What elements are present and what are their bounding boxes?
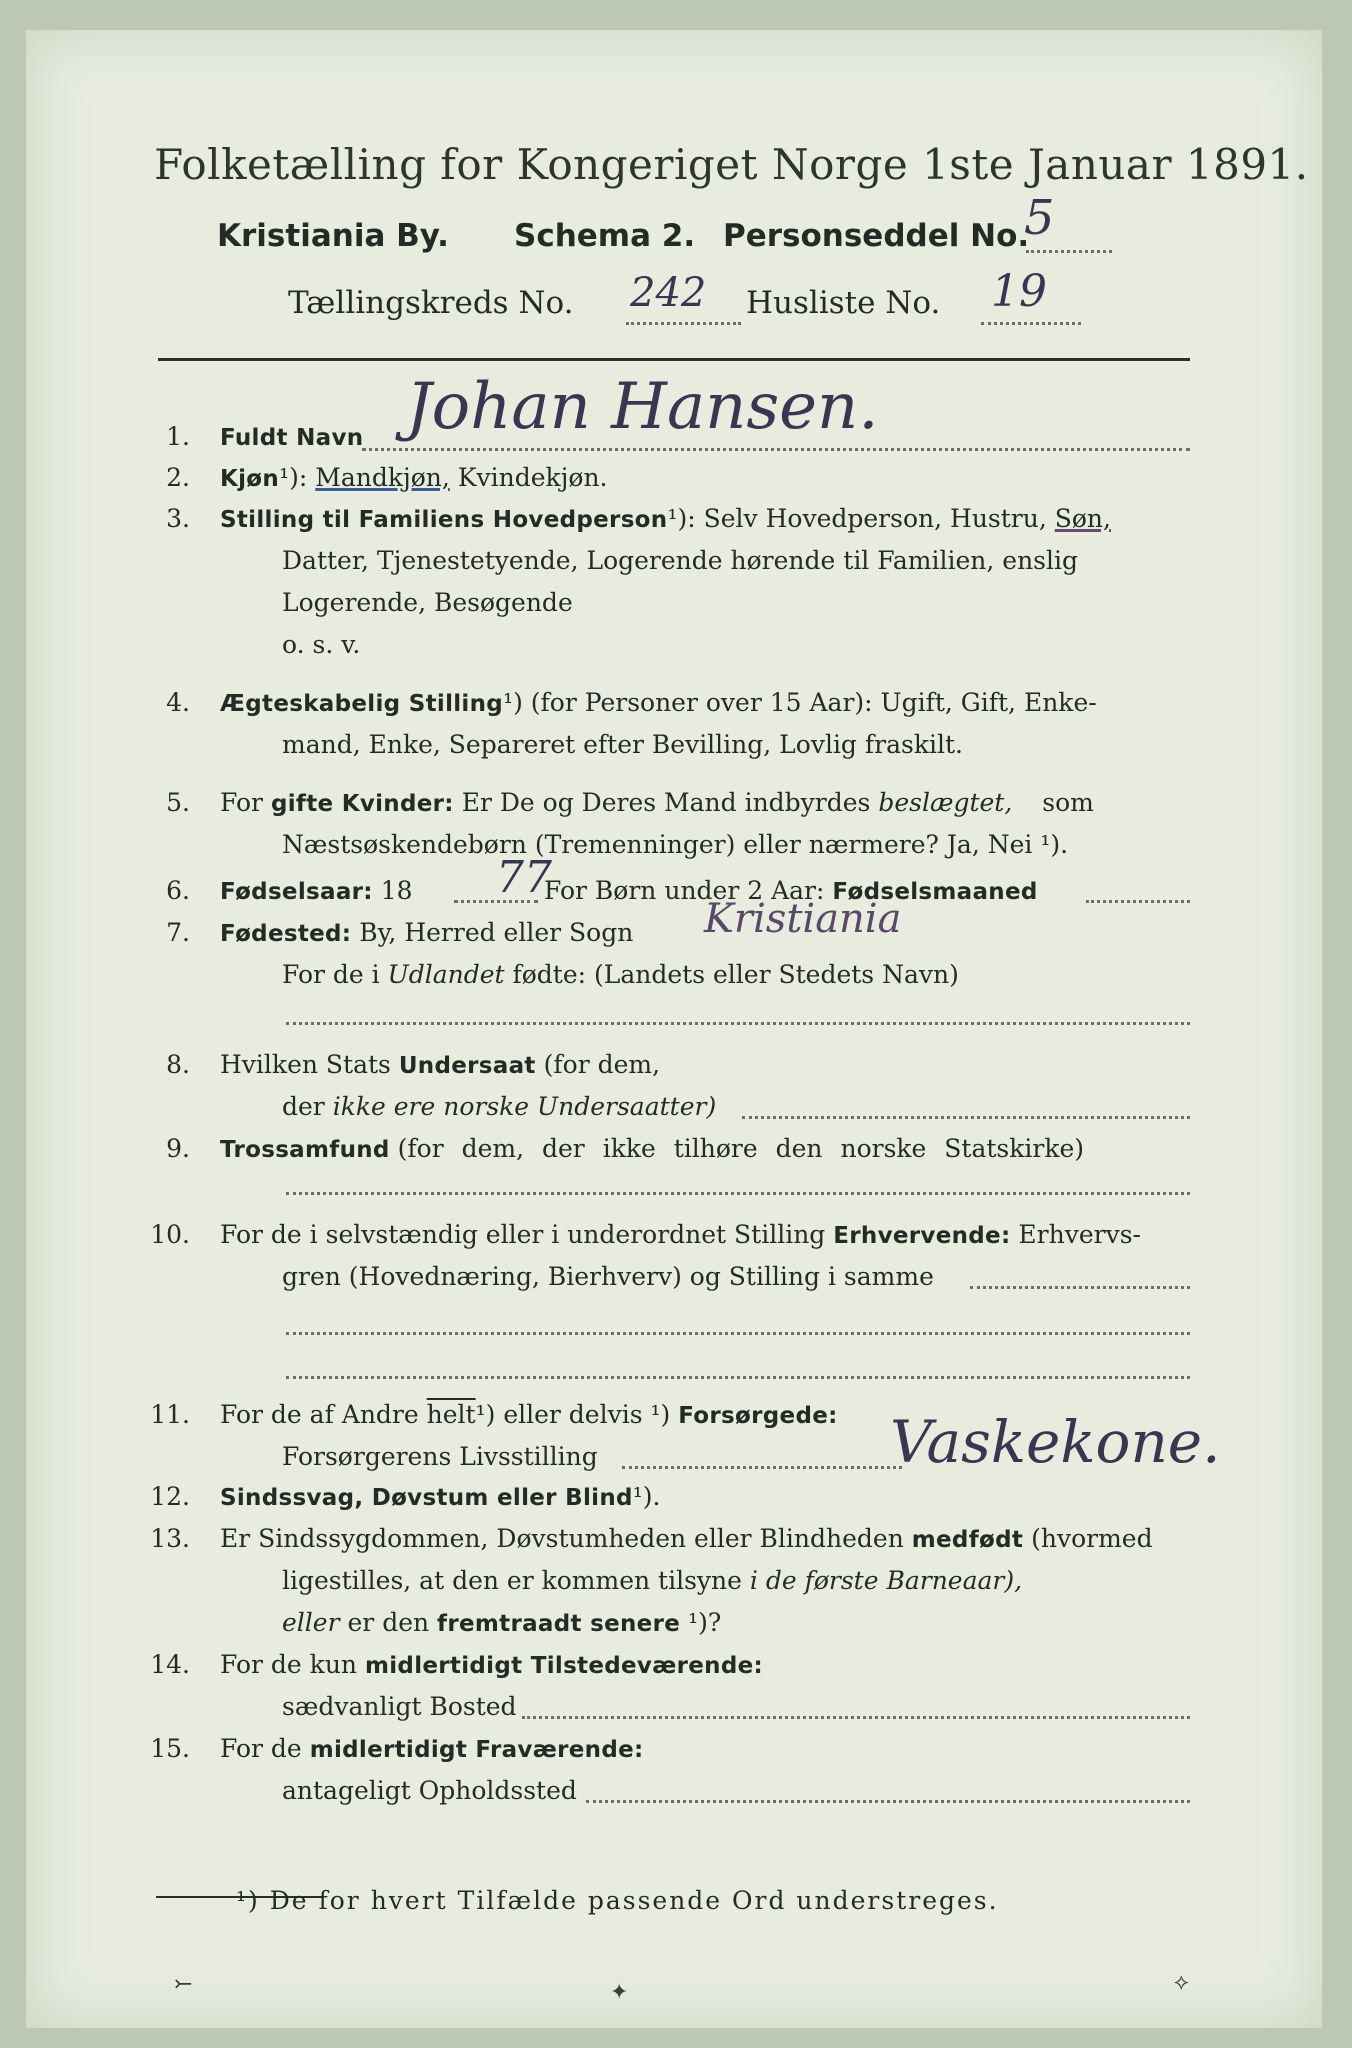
item-9-dotline xyxy=(286,1192,1190,1195)
husliste-dotline xyxy=(981,322,1081,325)
item-7-line-2: For de i Udlandet fødte: (Landets eller Stedets Navn) xyxy=(282,960,959,989)
item-1-answer-fullname: Johan Hansen. xyxy=(406,370,879,444)
husliste-number: 19 xyxy=(991,266,1047,317)
item-5-line-2: Næstsøskendebørn (Tremenninger) eller nærmere? Ja, Nei ¹). xyxy=(282,830,1069,859)
ink-mark-right: ⟡ xyxy=(1174,1970,1189,1995)
item-10-number: 10. xyxy=(150,1220,190,1249)
item-11-line-2: Forsørgerens Livsstilling xyxy=(282,1442,598,1471)
item-15-line-2: antageligt Opholdssted xyxy=(282,1776,577,1805)
taellingskreds-number: 242 xyxy=(630,270,707,316)
item-7-line-1: Fødested: By, Herred eller Sogn xyxy=(220,918,634,947)
item-3-selected: Søn, xyxy=(1054,504,1111,533)
item-11-dotline xyxy=(622,1466,902,1469)
ink-mark-center: ✦ xyxy=(610,1980,629,2005)
item-4-line-2: mand, Enke, Separeret efter Bevilling, Lovlig fraskilt. xyxy=(282,730,963,759)
census-form-sheet xyxy=(26,30,1322,2028)
personseddel-label: Personseddel No. xyxy=(723,218,1030,254)
item-11-number: 11. xyxy=(150,1400,190,1429)
item-14-number: 14. xyxy=(150,1650,190,1679)
item-13-number: 13. xyxy=(150,1524,190,1553)
header-rule xyxy=(158,358,1190,361)
taellingskreds-label: Tællingskreds No. xyxy=(288,285,574,321)
item-6-answer-year: 77 xyxy=(496,852,552,903)
item-7-number: 7. xyxy=(166,918,190,947)
item-14-dotline xyxy=(522,1716,1190,1719)
item-10-dotline-2 xyxy=(286,1332,1190,1335)
item-2-text: Kjøn¹): Mandkjøn, Kvindekjøn. xyxy=(220,463,608,492)
item-3-line-4: o. s. v. xyxy=(282,630,361,659)
item-13-line-3: eller er den fremtraadt senere ¹)? xyxy=(282,1608,722,1637)
item-10-line-1: For de i selvstændig eller i underordnet Stilling Erhvervende: Erhvervs- xyxy=(220,1220,1141,1249)
form-title: Folketælling for Kongeriget Norge 1ste Januar 1891. xyxy=(154,140,1309,189)
item-10-dotline-3 xyxy=(286,1376,1190,1379)
item-9-line-1: Trossamfund (for dem, der ikke tilhøre den norske Statskirke) xyxy=(220,1134,1085,1163)
taellingskreds-dotline xyxy=(626,322,741,325)
item-1-label: Fuldt Navn xyxy=(220,425,364,451)
item-13-line-1: Er Sindssygdommen, Døvstumheden eller Blindheden medfødt (hvormed xyxy=(220,1524,1153,1553)
personseddel-number: 5 xyxy=(1024,190,1055,246)
schema-label: Schema 2. xyxy=(514,218,696,254)
item-15-line-1: For de midlertidigt Fraværende: xyxy=(220,1734,644,1763)
item-3-line-2: Datter, Tjenestetyende, Logerende hørende til Familien, enslig xyxy=(282,546,1079,575)
item-11-answer-livsstilling: Vaskekone. xyxy=(890,1408,1221,1476)
item-11-line-1: For de af Andre helt¹) eller delvis ¹) Forsørgede: xyxy=(220,1400,838,1429)
item-7-dotline xyxy=(286,1022,1190,1025)
item-3-line-3: Logerende, Besøgende xyxy=(282,588,573,617)
item-6-month-dotline xyxy=(1086,900,1190,903)
item-2-number: 2. xyxy=(166,463,190,492)
item-3-line-1: Stilling til Familiens Hovedperson¹): Selv Hovedperson, Hustru, Søn, xyxy=(220,504,1111,533)
item-6-text: For Børn under 2 Aar: Fødselsmaaned xyxy=(544,876,1038,905)
item-8-number: 8. xyxy=(166,1050,190,1079)
item-12-text: Sindssvag, Døvstum eller Blind¹). xyxy=(220,1482,661,1511)
item-4-line-1: Ægteskabelig Stilling¹) (for Personer over 15 Aar): Ugift, Gift, Enke- xyxy=(220,688,1097,717)
husliste-label: Husliste No. xyxy=(746,285,941,321)
item-6-number: 6. xyxy=(166,876,190,905)
personseddel-dotline xyxy=(1026,250,1112,253)
item-8-line-2: der ikke ere norske Undersaatter) xyxy=(282,1092,717,1121)
item-6-label: Fødselsaar: 18 xyxy=(220,876,413,905)
item-15-dotline xyxy=(586,1800,1190,1803)
item-15-number: 15. xyxy=(150,1734,190,1763)
item-5-line-1: For gifte Kvinder: Er De og Deres Mand indbyrdes beslægtet, som xyxy=(220,788,1094,817)
item-8-line-1: Hvilken Stats Undersaat (for dem, xyxy=(220,1050,661,1079)
item-14-line-2: sædvanligt Bosted xyxy=(282,1692,517,1721)
item-1-dotline xyxy=(362,448,1190,451)
item-7-answer-birthplace: Kristiania xyxy=(704,896,902,942)
item-10-line-2: gren (Hovednæring, Bierhverv) og Stilling i samme xyxy=(282,1262,934,1291)
item-12-number: 12. xyxy=(150,1482,190,1511)
city-label: Kristiania By. xyxy=(217,218,449,254)
item-1-number: 1. xyxy=(166,422,190,451)
item-13-line-2: ligestilles, at den er kommen tilsyne i de første Barneaar), xyxy=(282,1566,1023,1595)
item-4-number: 4. xyxy=(166,688,190,717)
item-3-number: 3. xyxy=(166,504,190,533)
footnote: ¹) De for hvert Tilfælde passende Ord understreges. xyxy=(236,1886,999,1915)
ink-mark-left: ⤚ xyxy=(174,1972,193,1997)
item-10-dotline-1 xyxy=(970,1286,1190,1289)
item-2-option-selected: Mandkjøn, xyxy=(315,463,450,492)
item-5-number: 5. xyxy=(166,788,190,817)
item-9-number: 9. xyxy=(166,1134,190,1163)
item-8-dotline xyxy=(742,1116,1190,1119)
item-14-line-1: For de kun midlertidigt Tilstedeværende: xyxy=(220,1650,763,1679)
